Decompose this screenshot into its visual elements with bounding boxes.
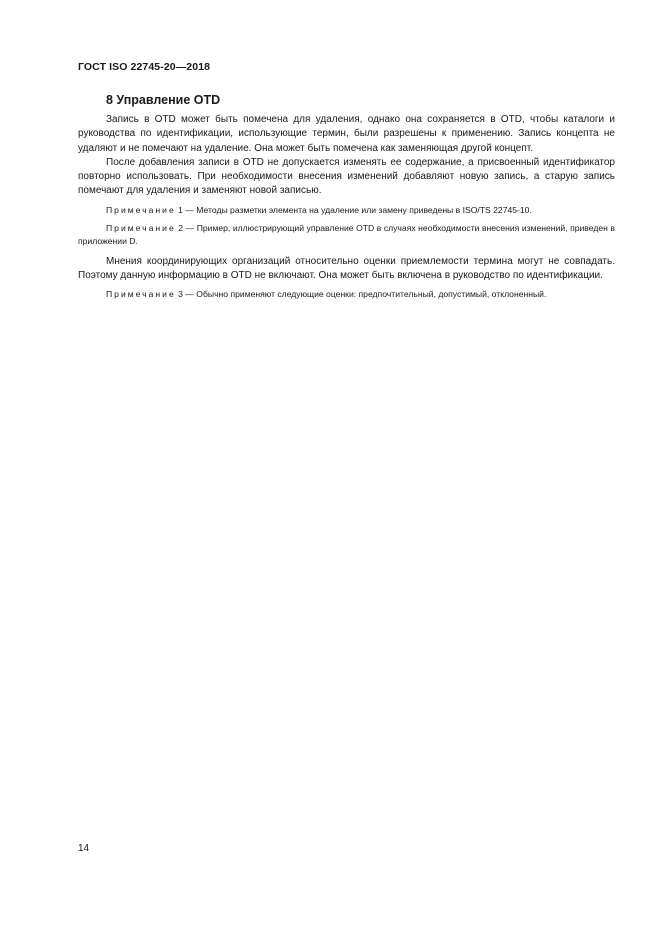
- paragraph: Мнения координирующих организаций относительно оценки приемлемости термина могут не совпадать. Поэтому данную информацию в OTD не включают. Она может быть включена в руководство по идентификации.: [78, 255, 615, 282]
- page-content: [78, 93, 615, 301]
- note-text: 3 — Обычно применяют следующие оценки: предпочтительный, допустимый, отклоненный.: [175, 289, 547, 300]
- page-header-standard-id: ГОСТ ISO 22745-20—2018: [78, 61, 211, 73]
- note-label: Примечание: [106, 289, 176, 300]
- page-number: 14: [78, 843, 90, 854]
- section-title: 8 Управление OTD: [106, 93, 221, 107]
- note-text: 1 — Методы разметки элемента на удаление или замену приведены в ISO/TS 22745-10.: [175, 204, 532, 215]
- paragraph: Запись в OTD может быть помечена для удаления, однако она сохраняется в OTD, чтобы каталоги и руководства по идентификации, использующие термин, были разрешены к применению. Запись концепта не удаляют и не помечают на удаление. Она может быть помечена как заменяющая другой концепт.: [78, 114, 615, 154]
- note: [78, 288, 615, 301]
- paragraph: После добавления записи в OTD не допускается изменять ее содержание, а присвоенный идентификатор повторно использовать. При необходимости внесения изменений добавляют новую запись, а старую запись помечают для удаления и заменяют новой записью.: [78, 156, 615, 197]
- note: [78, 204, 615, 217]
- note-label: Примечание: [106, 204, 176, 215]
- note-label: Примечание: [106, 222, 176, 233]
- note: [78, 222, 615, 248]
- note-text: 2 — Пример, иллюстрирующий управление OTD в случаях необходимости внесения изменений, приведен в приложении D.: [78, 222, 615, 246]
